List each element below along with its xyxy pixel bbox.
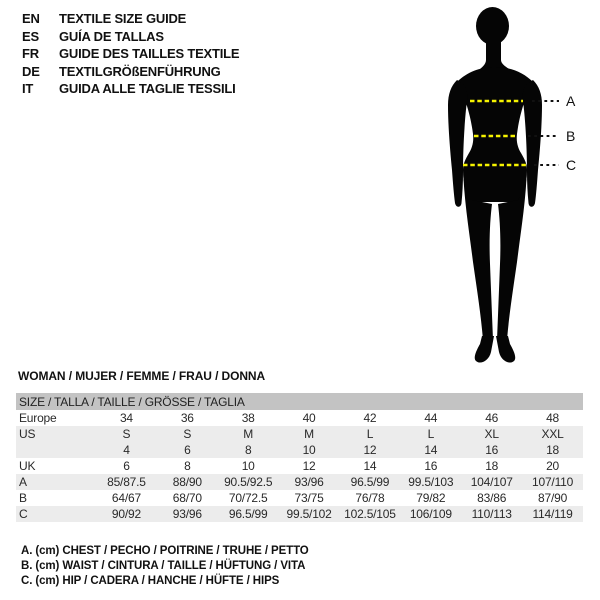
size-cell: 6	[123, 459, 130, 473]
measure-label-c: C	[566, 157, 577, 173]
language-code: FR	[22, 46, 39, 62]
size-cell: 16	[485, 443, 499, 457]
size-cell: 4	[123, 443, 130, 457]
size-cell: 76/78	[355, 491, 385, 505]
language-row-de	[22, 63, 239, 81]
size-cell: 34	[119, 411, 133, 425]
size-cell: 93/96	[294, 475, 324, 489]
table-row	[16, 474, 583, 490]
size-cell: 110/113	[471, 507, 512, 521]
size-cell: 70/72.5	[228, 491, 268, 505]
row-label-cell: UK	[19, 459, 36, 473]
size-cell: 48	[546, 411, 560, 425]
language-list	[22, 10, 239, 98]
size-cell: 79/82	[416, 491, 446, 505]
size-cell: 99.5/103	[408, 475, 454, 489]
size-cell: XXL	[541, 427, 564, 441]
language-label: GUIDA ALLE TAGLIE TESSILI	[59, 81, 236, 97]
language-code: DE	[22, 63, 40, 79]
size-cell: L	[427, 427, 435, 441]
table-row	[16, 490, 583, 506]
size-table-header-row	[16, 393, 583, 410]
size-cell: 36	[180, 411, 194, 425]
measure-label-b: B	[566, 128, 576, 144]
size-cell: 12	[302, 459, 316, 473]
language-row-en	[22, 10, 239, 28]
size-cell: 46	[485, 411, 499, 425]
language-row-it	[22, 80, 239, 98]
language-code: IT	[22, 81, 34, 97]
size-cell: 16	[424, 459, 438, 473]
silhouette-left-foot	[475, 336, 494, 363]
woman-silhouette-icon	[448, 7, 542, 363]
row-label-cell: B	[19, 491, 27, 505]
size-cell: 87/90	[538, 491, 568, 505]
language-label: GUIDE DES TAILLES TEXTILE	[59, 46, 240, 62]
size-cell: M	[304, 427, 314, 441]
language-label: GUÍA DE TALLAS	[59, 28, 164, 44]
size-cell: XL	[484, 427, 499, 441]
language-code: EN	[22, 11, 40, 26]
size-cell: 40	[302, 411, 316, 425]
language-row-es	[22, 28, 239, 46]
size-cell: 106/109	[409, 507, 452, 521]
measure-label-a: A	[566, 93, 576, 109]
size-cell: 8	[184, 459, 191, 473]
language-label: TEXTILE SIZE GUIDE	[59, 11, 187, 26]
size-cell: 90.5/92.5	[224, 475, 273, 489]
size-cell: 93/96	[172, 507, 202, 521]
size-cell: 99.5/102	[286, 507, 332, 521]
table-row	[16, 506, 583, 522]
size-cell: 10	[302, 443, 316, 457]
row-label-cell: Europe	[19, 411, 57, 425]
legend-line-waist: B. (cm) WAIST / CINTURA / TAILLE / HÜFTUNG / VITA	[21, 560, 306, 573]
size-cell: S	[183, 427, 192, 441]
row-label-cell	[16, 442, 96, 458]
size-cell: 38	[241, 411, 255, 425]
legend-line-chest: A. (cm) CHEST / PECHO / POITRINE / TRUHE / PETTO	[21, 545, 309, 557]
size-cell: 114/119	[532, 507, 573, 521]
measurement-legend	[21, 544, 309, 590]
silhouette-right-foot	[496, 336, 515, 363]
size-cell: L	[366, 427, 374, 441]
size-cell: 68/70	[172, 491, 202, 505]
size-cell: 85/87.5	[107, 475, 146, 489]
section-heading-woman: WOMAN / MUJER / FEMME / FRAU / DONNA	[18, 369, 266, 383]
size-cell: 20	[546, 459, 560, 473]
silhouette-torso	[457, 67, 533, 202]
size-cell: 10	[241, 459, 255, 473]
size-cell: 102.5/105	[344, 507, 396, 521]
size-guide-figure	[420, 0, 600, 380]
size-cell: 88/90	[172, 475, 202, 489]
size-cell: 44	[424, 411, 438, 425]
table-row	[16, 458, 583, 474]
table-row	[16, 410, 583, 426]
row-label-cell: C	[19, 507, 28, 521]
size-cell: 107/110	[532, 475, 574, 489]
size-cell: 96.5/99	[228, 507, 268, 521]
size-cell: 42	[363, 411, 377, 425]
size-cell: 64/67	[111, 491, 141, 505]
row-label-cell: US	[19, 427, 36, 441]
size-cell: 14	[363, 459, 377, 473]
size-cell: 14	[424, 443, 438, 457]
size-cell: 18	[485, 459, 499, 473]
size-table-body	[16, 410, 583, 522]
row-label-cell: A	[19, 475, 27, 489]
size-cell: 8	[244, 443, 252, 457]
size-cell: 6	[184, 443, 191, 457]
size-table-header: SIZE / TALLA / TAILLE / GRÖSSE / TAGLIA	[16, 393, 583, 410]
size-cell: 96.5/99	[350, 475, 390, 489]
size-cell: 12	[363, 443, 377, 457]
language-label: TEXTILGRÖßENFÜHRUNG	[59, 63, 221, 79]
size-table	[16, 393, 583, 522]
table-row	[16, 442, 583, 458]
table-row	[16, 426, 583, 442]
size-cell: M	[243, 427, 254, 441]
language-row-fr	[22, 45, 239, 63]
size-cell: S	[122, 427, 131, 441]
size-cell: 104/107	[470, 475, 513, 489]
size-cell: 83/86	[477, 491, 507, 505]
size-cell: 73/75	[294, 491, 324, 505]
legend-line-hip: C. (cm) HIP / CADERA / HANCHE / HÜFTE / HIPS	[21, 575, 280, 588]
language-code: ES	[22, 28, 39, 44]
size-cell: 18	[546, 443, 560, 457]
size-cell: 90/92	[111, 507, 141, 521]
